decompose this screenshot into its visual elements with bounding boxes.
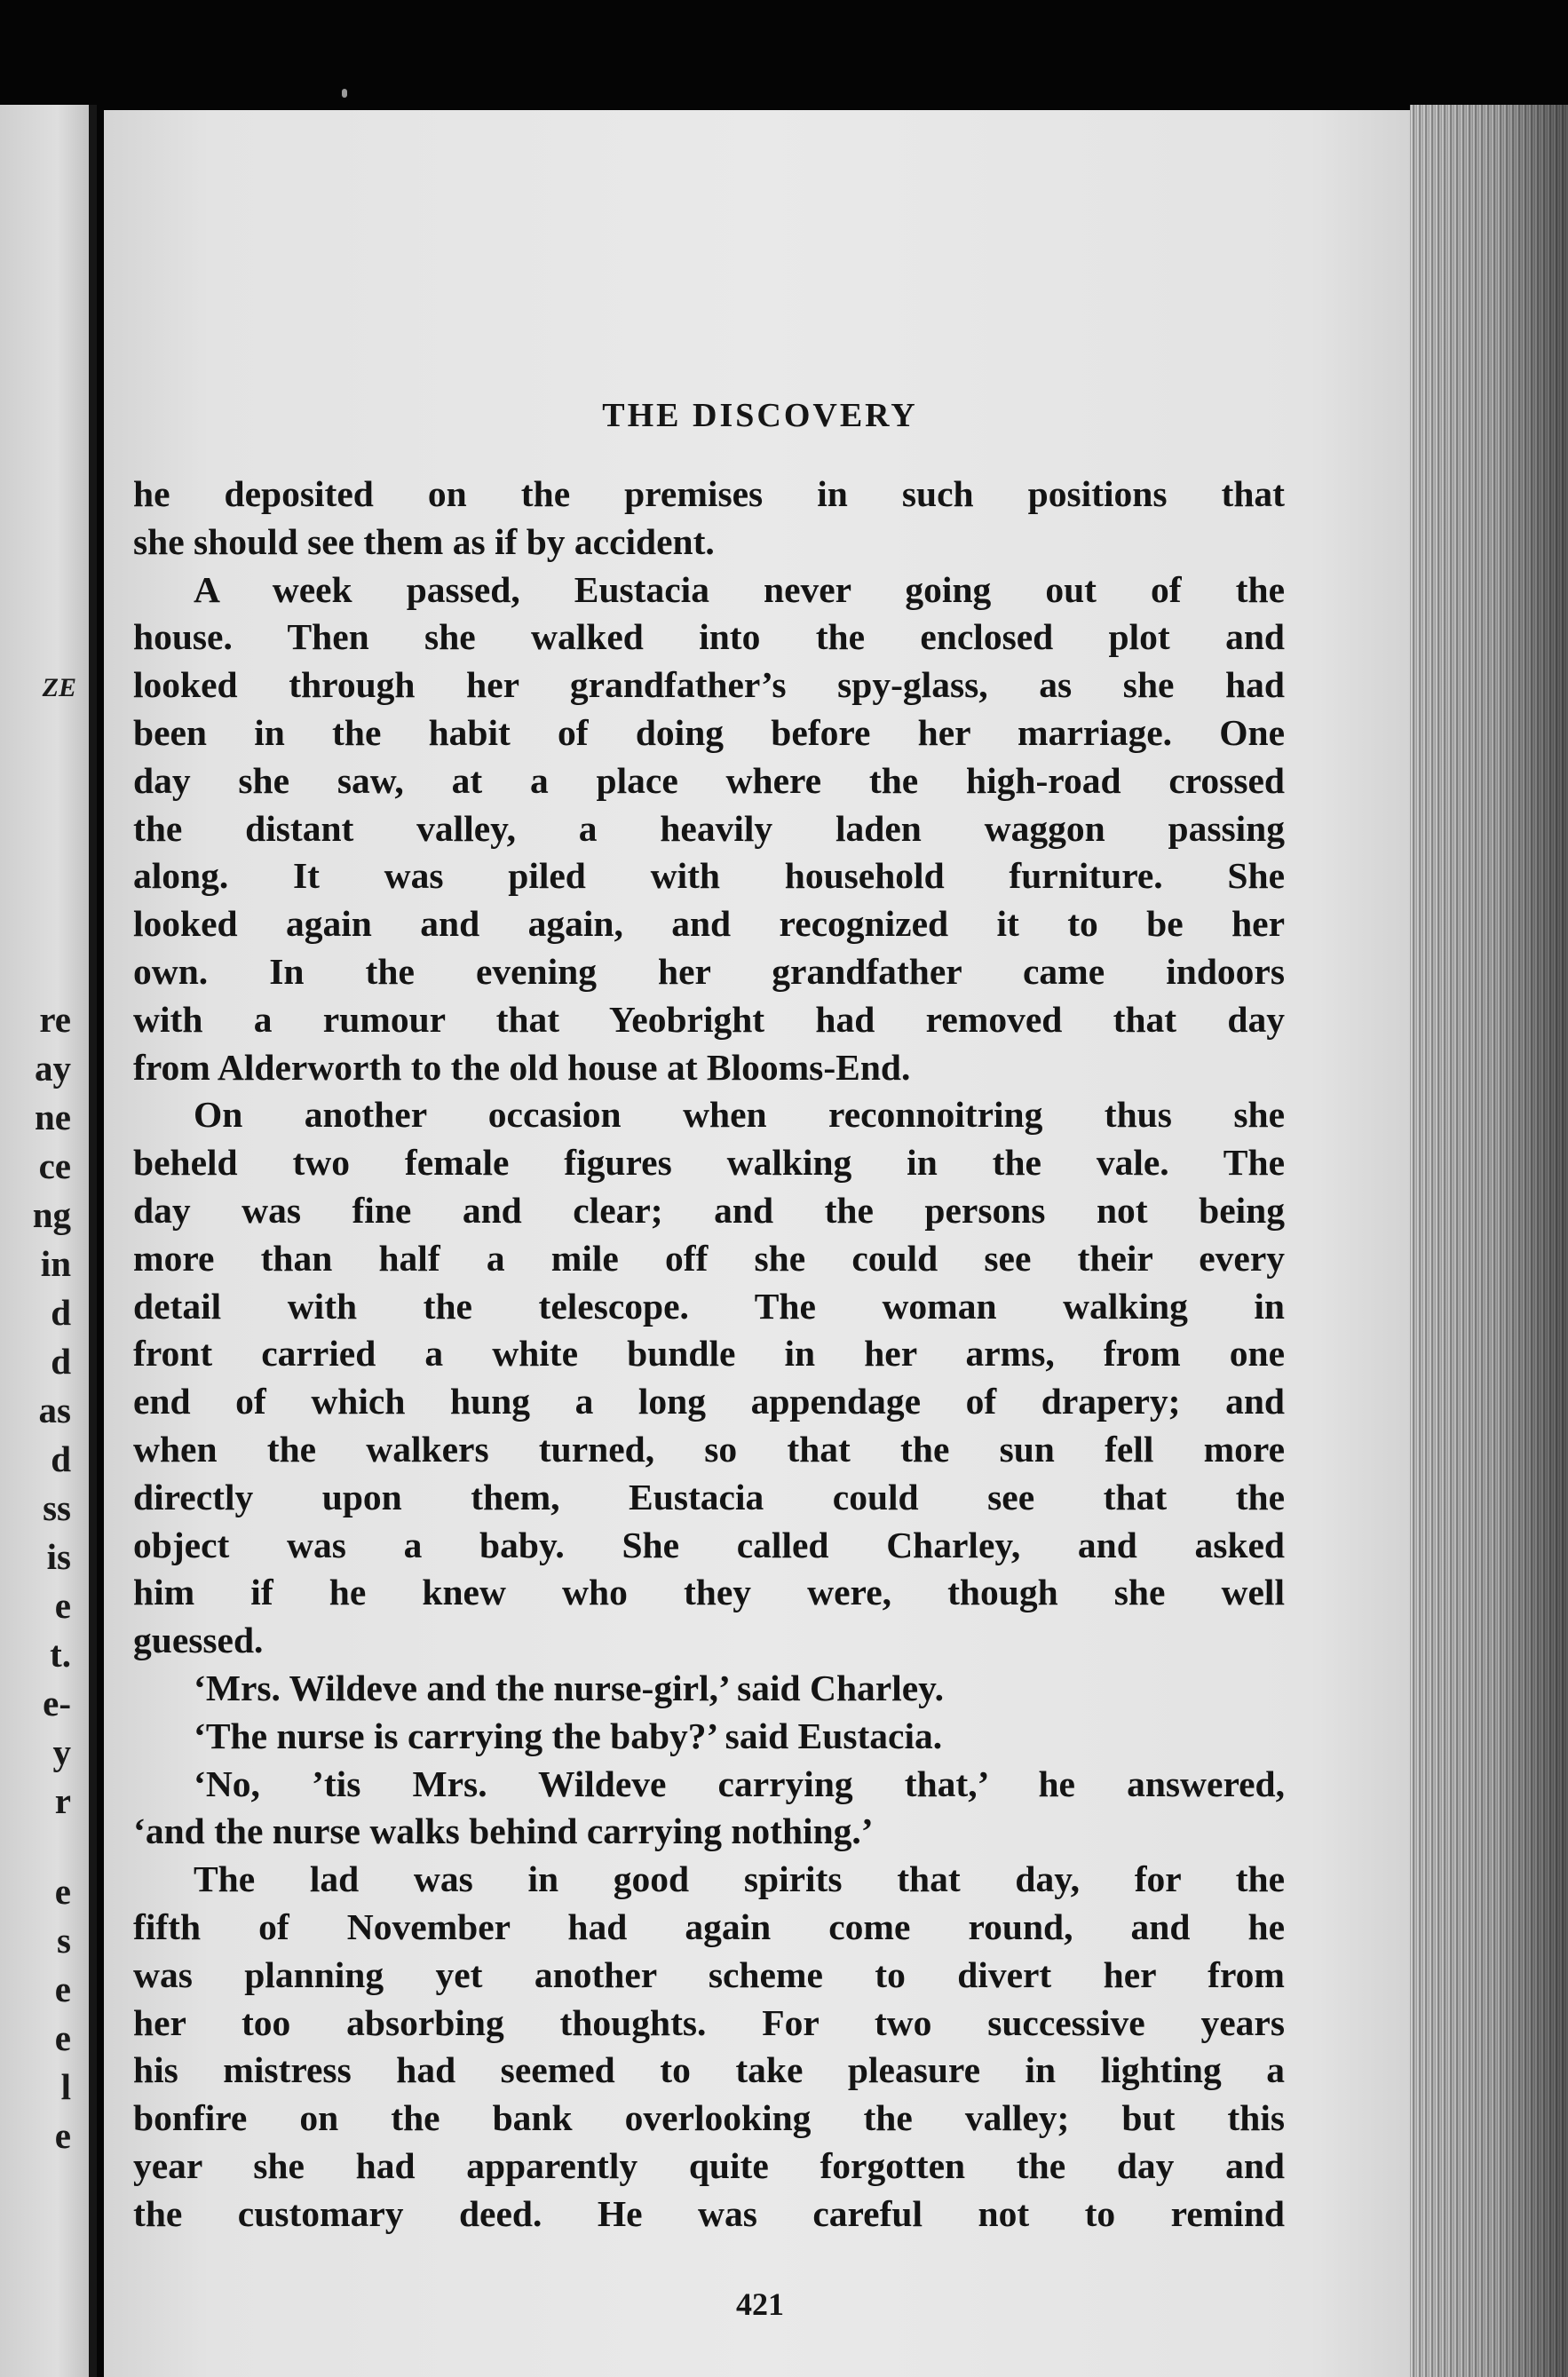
text-line: ‘No, ’tis Mrs. Wildeve carrying that,’ he answered, bbox=[194, 1763, 1285, 1804]
facing-page-fragment: d bbox=[51, 1438, 71, 1479]
text-line: with a rumour that Yeobright had removed that day bbox=[133, 998, 1285, 1040]
text-line: looked through her grandfather’s spy-glass, as she had bbox=[133, 664, 1285, 706]
text-line: ‘and the nurse walks behind carrying nothing.’ bbox=[133, 1810, 874, 1852]
facing-page-fragment: in bbox=[40, 1243, 71, 1284]
text-line: him if he knew who they were, though she well bbox=[133, 1572, 1285, 1613]
facing-page-fragment: e bbox=[54, 1969, 71, 2009]
facing-page-fragment: d bbox=[51, 1341, 71, 1382]
facing-page-fragment: ng bbox=[32, 1194, 71, 1235]
facing-page-fragment: d bbox=[51, 1292, 71, 1333]
text-line: beheld two female figures walking in the vale. The bbox=[133, 1142, 1285, 1184]
text-line: more than half a mile off she could see their every bbox=[133, 1237, 1285, 1279]
text-line: she should see them as if by accident. bbox=[133, 520, 715, 562]
facing-page-fragment: ZE bbox=[42, 673, 76, 702]
page-block-edges bbox=[1410, 105, 1568, 2377]
text-line: looked again and again, and recognized it to be her bbox=[133, 903, 1285, 945]
facing-page-fragment: e bbox=[54, 1585, 71, 1626]
text-line: been in the habit of doing before her marriage. One bbox=[133, 711, 1285, 753]
text-line: year she had apparently quite forgotten the day and bbox=[133, 2144, 1285, 2186]
facing-page-fragment: ce bbox=[38, 1145, 71, 1186]
facing-page-fragment: e bbox=[54, 1871, 71, 1912]
text-line: her too absorbing thoughts. For two successive years bbox=[133, 2001, 1285, 2043]
text-line: the customary deed. He was careful not to remind bbox=[133, 2192, 1285, 2234]
facing-page-fragment: r bbox=[54, 1780, 71, 1821]
facing-page-fragment: ss bbox=[43, 1487, 71, 1528]
text-line: own. In the evening her grandfather came indoors bbox=[133, 950, 1285, 992]
facing-page-edge bbox=[0, 105, 96, 2377]
gutter-shadow bbox=[89, 105, 97, 2377]
facing-page-fragment: ne bbox=[35, 1097, 71, 1137]
book-page bbox=[104, 110, 1416, 2377]
facing-page-fragment: as bbox=[38, 1390, 71, 1430]
facing-page-fragment: ay bbox=[35, 1048, 71, 1089]
facing-page-fragment: s bbox=[57, 1920, 71, 1961]
body-text bbox=[133, 471, 1285, 2238]
text-line: object was a baby. She called Charley, and asked bbox=[133, 1524, 1285, 1565]
facing-page-fragment: re bbox=[39, 999, 71, 1040]
text-line: along. It was piled with household furniture. She bbox=[133, 855, 1285, 897]
text-line: bonfire on the bank overlooking the valley; but this bbox=[133, 2097, 1285, 2139]
text-line: end of which hung a long appendage of drapery; and bbox=[133, 1381, 1285, 1422]
facing-page-fragment: l bbox=[60, 2066, 71, 2107]
text-line: day she saw, at a place where the high-road crossed bbox=[133, 759, 1285, 801]
facing-page-fragment: y bbox=[52, 1731, 71, 1772]
text-line: ‘Mrs. Wildeve and the nurse-girl,’ said Charley. bbox=[194, 1667, 944, 1708]
facing-page-fragment: e bbox=[54, 2017, 71, 2058]
facing-page-fragment: e bbox=[54, 2115, 71, 2156]
text-line: when the walkers turned, so that the sun fell more bbox=[133, 1428, 1285, 1470]
text-line: fifth of November had again come round, and he bbox=[133, 1906, 1285, 1947]
text-line: was planning yet another scheme to divert her from bbox=[133, 1953, 1285, 1995]
text-line: his mistress had seemed to take pleasure in lighting a bbox=[133, 2049, 1285, 2091]
text-line: directly upon them, Eustacia could see that the bbox=[133, 1476, 1285, 1517]
page-number: 421 bbox=[736, 2286, 784, 2322]
scan-speck bbox=[342, 89, 347, 98]
facing-page-fragment: is bbox=[46, 1536, 71, 1577]
facing-page-fragment: e- bbox=[43, 1683, 71, 1723]
text-line: house. Then she walked into the enclosed plot and bbox=[133, 616, 1285, 658]
facing-page-fragment: t. bbox=[50, 1634, 71, 1675]
text-line: guessed. bbox=[133, 1620, 264, 1661]
text-line: the distant valley, a heavily laden waggon passing bbox=[133, 807, 1285, 849]
text-line: day was fine and clear; and the persons not being bbox=[133, 1189, 1285, 1231]
text-line: A week passed, Eustacia never going out of the bbox=[194, 568, 1285, 610]
running-head: THE DISCOVERY bbox=[602, 397, 918, 434]
text-line: detail with the telescope. The woman walking in bbox=[133, 1285, 1285, 1327]
text-line: front carried a white bundle in her arms, from one bbox=[133, 1333, 1285, 1375]
text-line: On another occasion when reconnoitring thus she bbox=[194, 1094, 1285, 1136]
text-line: The lad was in good spirits that day, for the bbox=[194, 1858, 1285, 1900]
text-line: ‘The nurse is carrying the baby?’ said Eustacia. bbox=[194, 1715, 943, 1756]
text-line: he deposited on the premises in such positions that bbox=[133, 473, 1285, 514]
text-line: from Alderworth to the old house at Blooms-End. bbox=[133, 1046, 911, 1088]
